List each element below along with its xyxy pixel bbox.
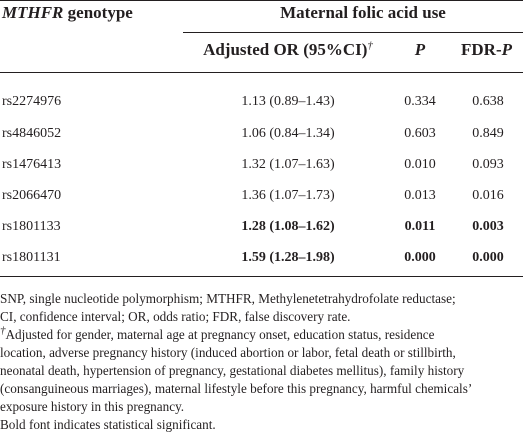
top-rule (0, 0, 523, 1)
p-label: P (414, 40, 426, 59)
gene-name: MTHFR (2, 3, 64, 22)
group-header: Maternal folic acid use (280, 3, 446, 22)
col-header-or (183, 40, 393, 60)
abbreviations-line: SNP, single nucleotide polymorphism; MTHFR, Methylenetetrahydrofolate reductase; (0, 291, 456, 306)
snp-cell: rs1801133 (2, 219, 61, 234)
fdr-p-label: P (501, 40, 512, 59)
bottom-rule (0, 276, 523, 277)
or-cell: 1.32 (1.07–1.63) (241, 157, 335, 172)
adjusted-line: Adjusted for gender, maternal age at pregnancy onset, education status, residence (5, 327, 435, 342)
snp-cell: rs1476413 (2, 157, 62, 172)
snp-cell: rs4846052 (2, 126, 62, 141)
adjusted-line: (consanguineous marriages), maternal lifestyle before this pregnancy, harmful chemicals’ (0, 381, 473, 396)
adjusted-note (0, 326, 523, 344)
p-cell: 0.010 (404, 157, 436, 172)
dagger-mark: † (0, 324, 6, 337)
p-cell: 0.334 (404, 94, 436, 109)
fdr-cell: 0.638 (472, 94, 504, 109)
or-cell: 1.28 (1.08–1.62) (241, 219, 335, 234)
adjusted-line: exposure history in this pregnancy. (0, 399, 185, 414)
fdr-cell: 0.016 (472, 188, 504, 203)
genotype-label: genotype (63, 3, 133, 22)
fdr-cell: 0.003 (472, 219, 504, 234)
or-cell: 1.36 (1.07–1.73) (241, 188, 335, 203)
p-cell: 0.000 (404, 250, 436, 265)
fdr-cell: 0.000 (472, 250, 504, 265)
header-rule (0, 72, 523, 73)
col-header-fdr (450, 40, 523, 60)
p-cell: 0.011 (404, 219, 436, 234)
group-rule (183, 32, 523, 33)
col-header-genotype (2, 3, 133, 23)
fdr-prefix: FDR- (461, 40, 502, 59)
snp-cell: rs2274976 (2, 94, 62, 109)
abbreviations-line: CI, confidence interval; OR, odds ratio; FDR, false discovery rate. (0, 309, 351, 324)
or-cell: 1.13 (0.89–1.43) (241, 94, 335, 109)
or-label: Adjusted OR (95%CI) (203, 40, 368, 59)
p-cell: 0.013 (404, 188, 436, 203)
footnotes (0, 290, 523, 434)
col-header-p (400, 40, 440, 60)
adjusted-line: location, adverse pregnancy history (induced abortion or labor, fetal death or stillbirth, (0, 345, 456, 360)
p-cell: 0.603 (404, 126, 436, 141)
or-cell: 1.06 (0.84–1.34) (241, 126, 335, 141)
or-cell: 1.59 (1.28–1.98) (241, 250, 335, 265)
fdr-cell: 0.093 (472, 157, 504, 172)
bold-note: Bold font indicates statistical significant. (0, 417, 216, 432)
snp-cell: rs2066470 (2, 188, 62, 203)
snp-cell: rs1801131 (2, 250, 61, 265)
dagger-mark: † (367, 39, 373, 52)
adjusted-line: neonatal death, hypertension of pregnancy, gestational diabetes mellitus), family history (0, 363, 465, 378)
fdr-cell: 0.849 (472, 126, 504, 141)
